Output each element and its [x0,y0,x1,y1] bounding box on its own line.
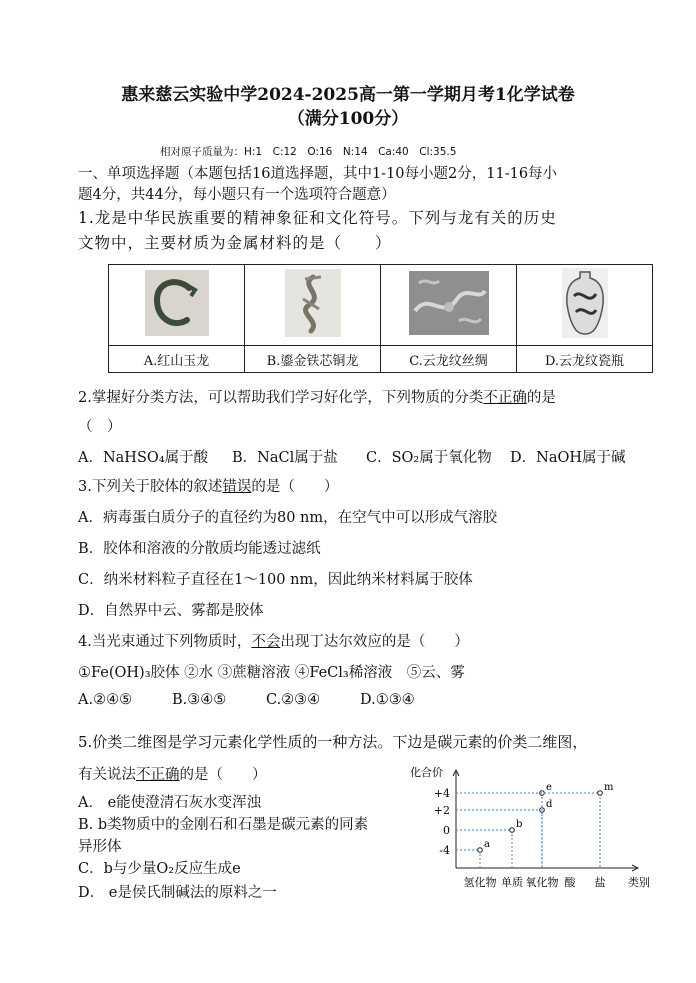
q1-image-a-cell [109,265,245,346]
q1-stem-line1: 1.龙是中华民族重要的精神象征和文化符号。下列与龙有关的历史 [78,209,557,227]
y-tick-label: +4 [433,787,450,800]
q3-stem-pre: 3.下列关于胶体的叙述 [78,479,223,495]
q4-option-b[interactable]: B.③④⑤ [172,692,227,708]
data-point [510,828,515,833]
data-point-label: m [604,782,614,793]
q5-option-d[interactable]: D． e是侯氏制碱法的原料之一 [78,885,277,901]
q1-option-c[interactable]: C.云龙纹丝绸 [381,346,517,373]
q1-image-b-cell [245,265,381,346]
q2-stem [78,386,556,407]
jade-dragon-image [145,270,209,336]
x-tick-label: 氧化物 [525,876,559,889]
q3-option-d[interactable]: D．自然界中云、雾都是胶体 [78,603,264,619]
q5-ask-pre: 有关说法 [78,767,136,783]
x-tick-label: 氢化物 [463,876,497,889]
y-tick-label: -4 [439,844,450,857]
porcelain-vase-image [562,268,608,338]
data-point [598,791,603,796]
q2-paren: （ ） [78,419,122,435]
q2-option-a[interactable]: A．NaHSO₄属于酸 [78,450,209,466]
section-heading-line1: 一、单项选择题（本题包括16道选择题，其中1-10每小题2分，11-16每小 [78,166,558,182]
page-title: 惠来慈云实验中学2024-2025高一第一学期月考1化学试卷 [121,85,575,105]
q3-option-a[interactable]: A．病毒蛋白质分子的直径约为80 nm，在空气中可以形成气溶胶 [78,510,498,526]
q4-option-d[interactable]: D.①③④ [360,692,415,708]
q1-image-d-cell [517,265,653,346]
q5-option-c[interactable]: C．b与少量O₂反应生成e [78,861,241,877]
q5-ask [78,763,267,784]
q5-ask-emphasis: 不正确 [136,767,180,783]
bronze-dragon-image [285,269,341,337]
q4-stem-post: 出现丁达尔效应的是（ ） [280,634,469,650]
q4-items: ①Fe(OH)₃胶体 ②水 ③蔗糖溶液 ④FeCl₃稀溶液 ⑤云、雾 [78,665,465,681]
q4-stem [78,630,469,651]
x-tick-label: 单质 [501,876,523,889]
x-tick-label: 盐 [594,876,606,889]
q1-option-b[interactable]: B.鎏金铁芯铜龙 [245,346,381,373]
q2-option-b[interactable]: B．NaCl属于盐 [232,450,338,466]
q5-ask-post: 的是（ ） [179,767,267,783]
data-point [478,848,483,853]
section-heading-line2: 题4分，共44分，每小题只有一个选项符合题意） [78,187,396,203]
q3-option-c[interactable]: C．纳米材料粒子直径在1～100 nm，因此纳米材料属于胶体 [78,572,473,588]
q5-option-b-cont: 异形体 [78,839,122,855]
data-point-label: a [484,839,490,850]
q4-option-c[interactable]: C.②③④ [266,692,321,708]
q1-stem-line2: 文物中，主要材质为金属材料的是（ ） [78,234,392,252]
q4-stem-pre: 4.当光束通过下列物质时， [78,634,252,650]
q3-stem-post: 的是（ ） [251,479,339,495]
q4-option-a[interactable]: A.②④⑤ [78,692,133,708]
q5-option-b[interactable]: B. b类物质中的金刚石和石墨是碳元素的同素 [78,817,369,833]
q5-stem: 5.价类二维图是学习元素化学性质的一种方法。下边是碳元素的价类二维图， [78,733,588,751]
q3-stem-emphasis: 错误 [222,479,252,495]
q1-options-table [108,264,653,373]
q3-option-b[interactable]: B．胶体和溶液的分散质均能透过滤纸 [78,541,321,557]
q2-stem-emphasis: 不正确 [483,390,527,406]
q2-option-c[interactable]: C．SO₂属于氧化物 [366,450,492,466]
carbon-valence-chart [400,760,670,900]
y-tick-label: 0 [443,824,450,837]
y-axis-label: 化合价 [410,766,443,779]
silk-dragon-image [409,271,489,335]
data-point-label: e [546,782,552,793]
q2-option-d[interactable]: D．NaOH属于碱 [510,450,626,466]
x-axis-label: 类别 [628,876,650,889]
page-subtitle: （满分100分） [287,109,409,129]
q2-stem-pre: 2.掌握好分类方法，可以帮助我们学习好化学，下列物质的分类 [78,390,484,406]
q5-option-a[interactable]: A． e能使澄清石灰水变浑浊 [78,795,262,811]
y-tick-label: +2 [433,804,450,817]
q1-image-c-cell [381,265,517,346]
q2-stem-post: 的是 [526,390,556,406]
q1-option-a[interactable]: A.红山玉龙 [109,346,245,373]
atomic-masses: 相对原子质量为：H:1 C:12 O:16 N:14 Ca:40 Cl:35.5 [160,146,457,158]
q3-stem [78,475,338,496]
x-tick-label: 酸 [564,876,576,889]
q4-stem-emphasis: 不会 [251,634,281,650]
data-point-label: b [516,819,523,830]
data-point-label: d [546,799,553,810]
q1-option-d[interactable]: D.云龙纹瓷瓶 [517,346,653,373]
